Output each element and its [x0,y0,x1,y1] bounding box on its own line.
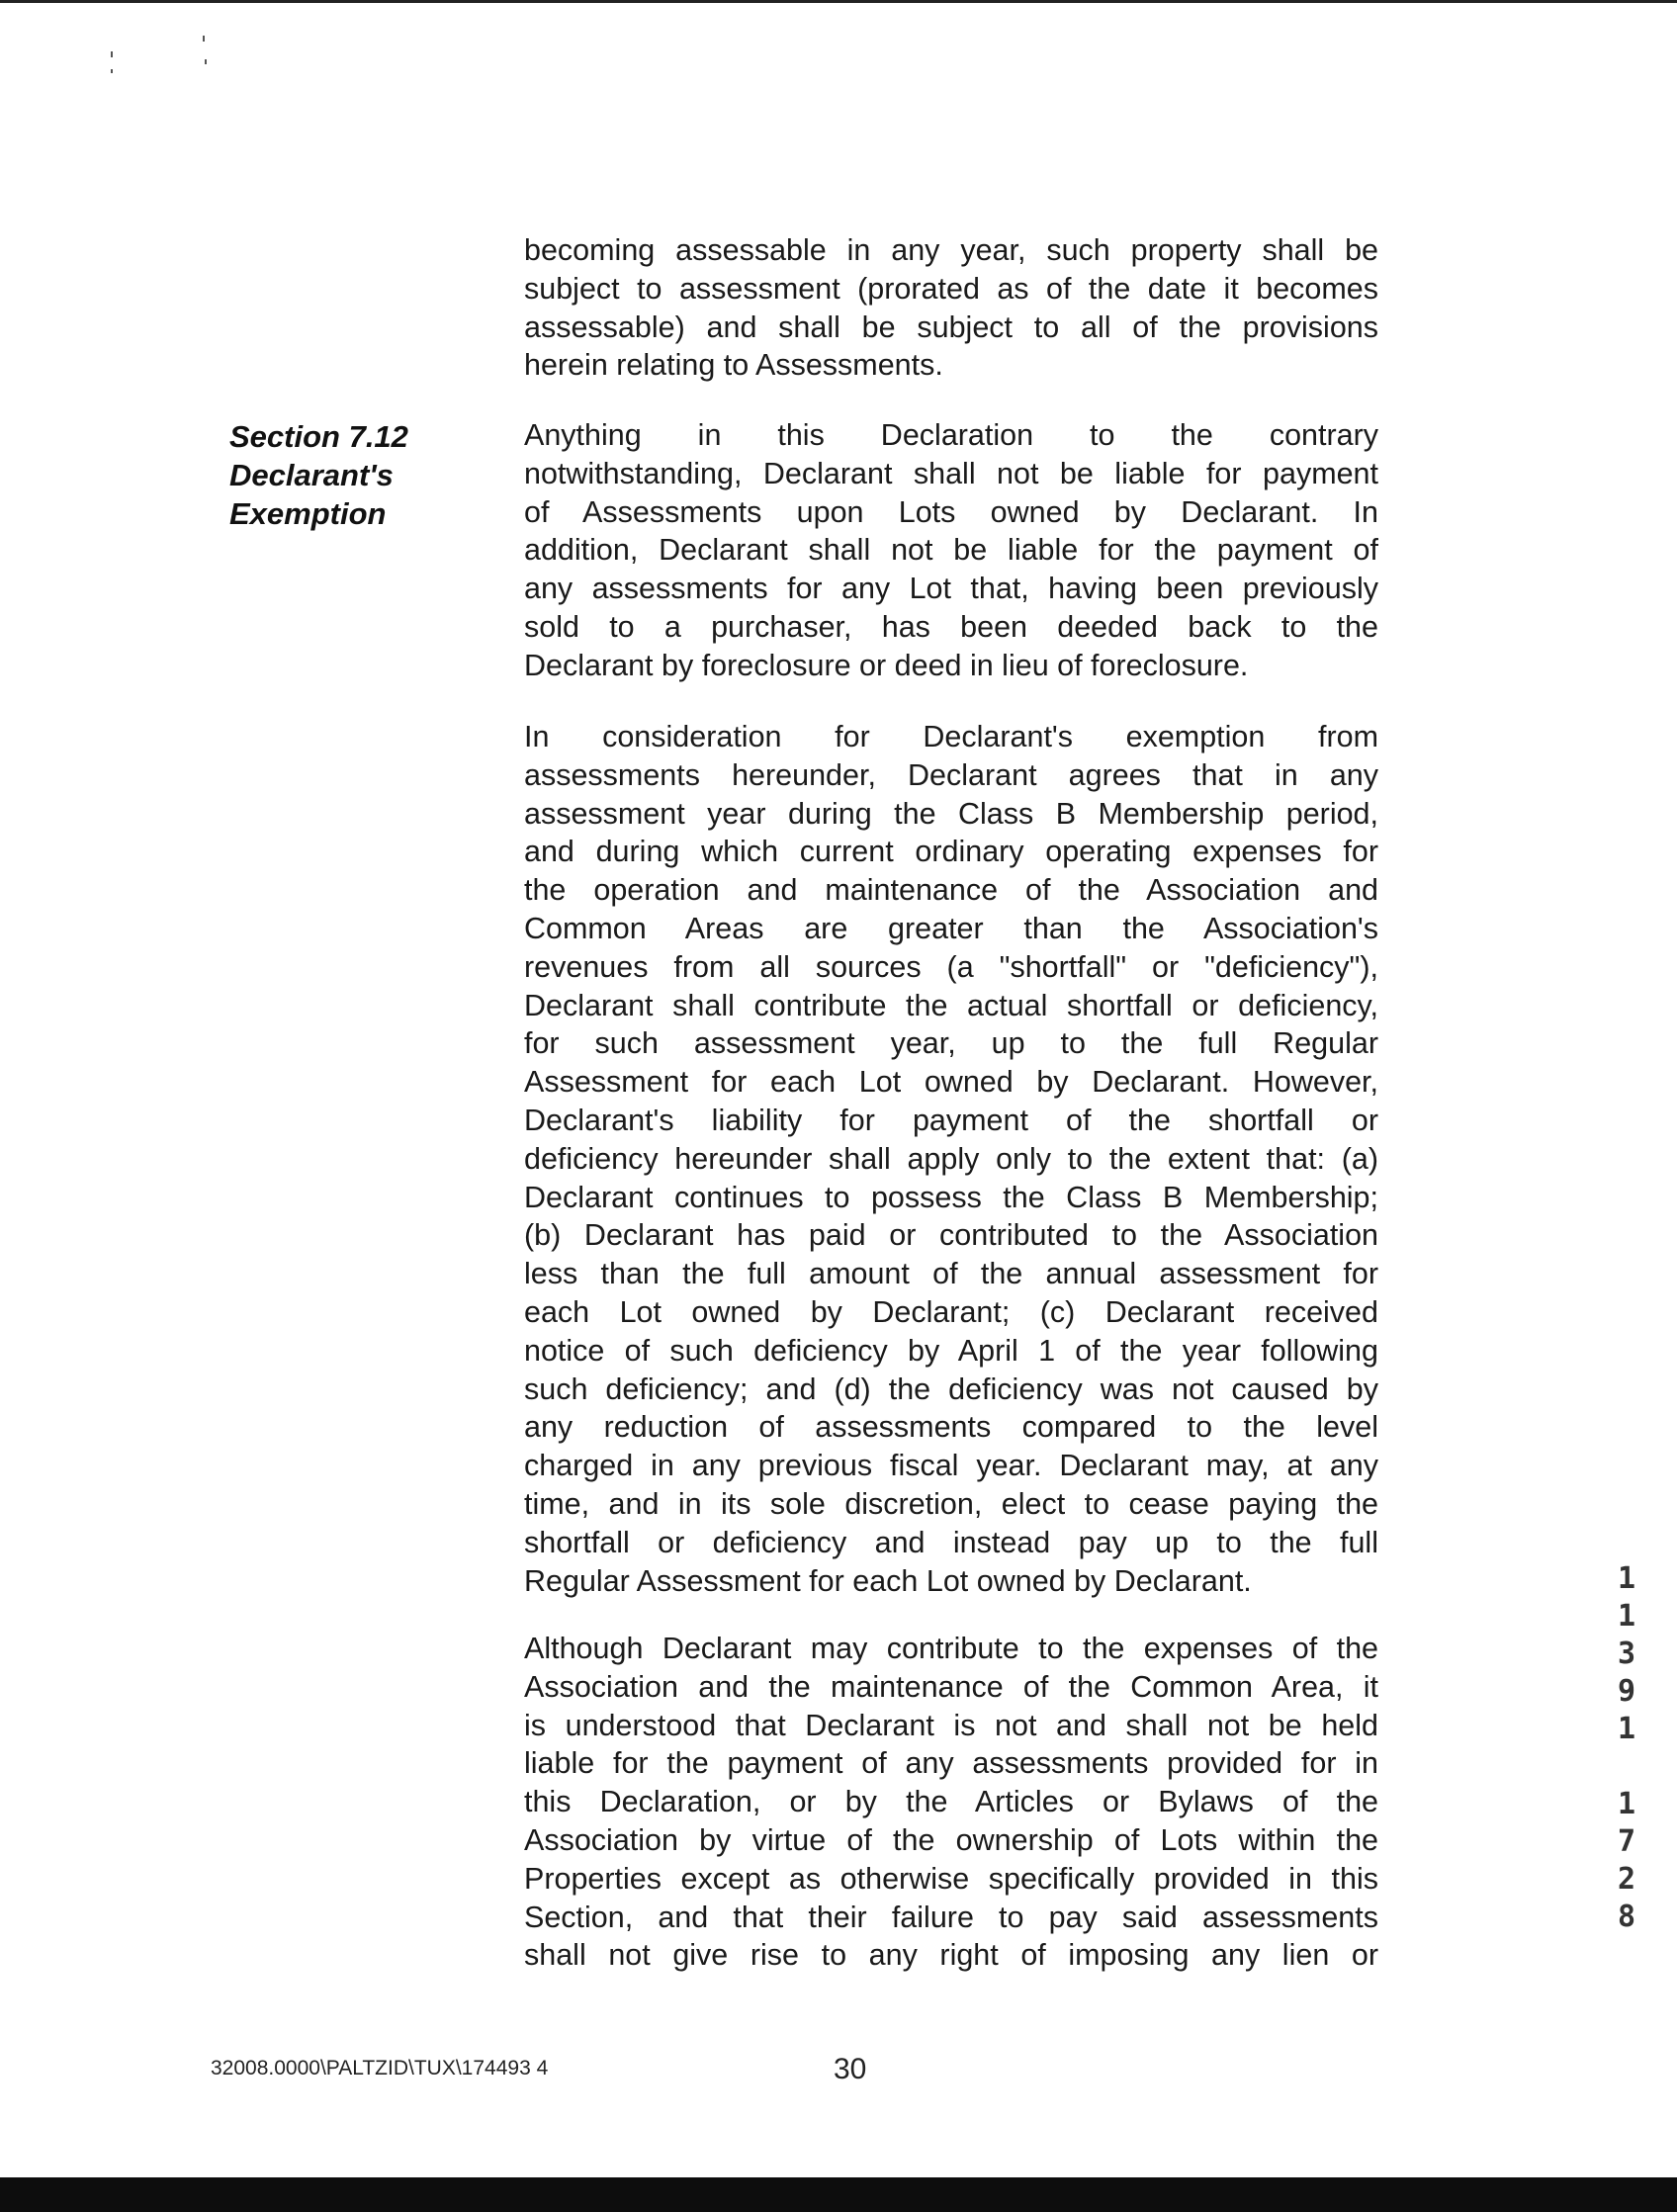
stamp-digit: 1 [1617,1787,1636,1821]
text-line: charged in any previous fiscal year. Declarant may, at any [524,1449,1378,1483]
exemption-paragraph [524,416,1378,685]
text-line: Common Areas are greater than the Association's [524,911,1378,945]
text-line: for such assessment year, up to the full Regular [524,1026,1378,1061]
scan-speck [203,36,205,42]
stamp-digit: 7 [1617,1824,1636,1859]
text-line: Anything in this Declaration to the contrary [524,418,1378,452]
scan-top-edge [0,0,1677,3]
text-line: Properties except as otherwise specifically provided in this [524,1861,1378,1896]
scan-bottom-edge [0,2177,1677,2212]
text-line: assessments hereunder, Declarant agrees that in any [524,757,1378,792]
text-line: liable for the payment of any assessments provided for in [524,1746,1378,1781]
text-line: deficiency hereunder shall apply only to the extent that: (a) [524,1141,1378,1176]
text-line: Section, and that their failure to pay said assessments [524,1900,1378,1934]
text-line: Declarant by foreclosure or deed in lieu of foreclosure. [524,648,1249,682]
text-line: subject to assessment (prorated as of the date it becomes [524,271,1378,306]
text-line: (b) Declarant has paid or contributed to the Association [524,1218,1378,1253]
text-line: such deficiency; and (d) the deficiency was not caused by [524,1371,1378,1406]
text-line: Declarant shall contribute the actual shortfall or deficiency, [524,988,1378,1022]
section-number: Section 7.12 [229,419,408,454]
stamp-digit: 1 [1617,1561,1636,1596]
text-line: shall not give rise to any right of imposing any lien or [524,1938,1378,1973]
stamp-gap [1614,1748,1639,1786]
text-line: Declarant's liability for payment of the shortfall or [524,1103,1378,1137]
stamp-digit: 3 [1617,1637,1636,1671]
text-line: Regular Assessment for each Lot owned by Declarant. [524,1563,1252,1598]
text-line: Assessment for each Lot owned by Declarant. However, [524,1065,1378,1100]
text-line: of Assessments upon Lots owned by Declarant. In [524,494,1378,529]
margin-record-stamp [1614,1560,1639,1936]
text-line: Association and the maintenance of the Common Area, it [524,1669,1378,1704]
text-line: herein relating to Assessments. [524,348,943,383]
scan-speck [205,59,207,64]
section-title: Exemption [229,496,387,531]
text-line: In consideration for Declarant's exemption from [524,720,1378,753]
text-line: assessable) and shall be subject to all of the provisions [524,310,1378,344]
text-line: time, and in its sole discretion, elect to cease paying the [524,1486,1378,1521]
text-line: shortfall or deficiency and instead pay up to the full [524,1525,1378,1559]
although-paragraph [524,1630,1378,1975]
text-line: assessment year during the Class B Membership period, [524,796,1378,831]
stamp-digit: 1 [1617,1599,1636,1634]
text-line: notwithstanding, Declarant shall not be liable for payment [524,456,1378,490]
text-line: the operation and maintenance of the Association and [524,873,1378,908]
text-line: less than the full amount of the annual assessment for [524,1257,1378,1291]
text-line: Declarant continues to possess the Class B Membership; [524,1180,1378,1214]
scan-speck [111,69,113,73]
text-line: each Lot owned by Declarant; (c) Declarant received [524,1294,1378,1329]
scan-speck [111,51,113,57]
text-line: Association by virtue of the ownership of Lots within the [524,1822,1378,1857]
text-line: any assessments for any Lot that, having been previously [524,572,1378,606]
text-line: revenues from all sources (a "shortfall" or "deficiency"), [524,949,1378,984]
page-number: 30 [834,2053,867,2085]
text-line: notice of such deficiency by April 1 of the year following [524,1333,1378,1368]
text-line: becoming assessable in any year, such property shall be [524,233,1378,267]
section-title: Declarant's [229,458,394,492]
stamp-digit: 2 [1617,1862,1636,1897]
text-line: sold to a purchaser, has been deeded back to the [524,609,1378,644]
text-line: addition, Declarant shall not be liable for the payment of [524,533,1378,568]
text-line: any reduction of assessments compared to the level [524,1410,1378,1445]
text-line: this Declaration, or by the Articles or Bylaws of the [524,1785,1378,1819]
section-heading [229,417,457,533]
stamp-digit: 8 [1617,1900,1636,1934]
consideration-paragraph [524,718,1378,1600]
text-line: Although Declarant may contribute to the expenses of the [524,1632,1378,1665]
stamp-digit: 9 [1617,1674,1636,1709]
text-line: and during which current ordinary operating expenses for [524,835,1378,869]
text-line: is understood that Declarant is not and shall not be held [524,1708,1378,1742]
stamp-digit: 1 [1617,1712,1636,1746]
continuation-paragraph [524,231,1378,385]
footer-file-path: 32008.0000\PALTZID\TUX\174493 4 [211,2057,549,2079]
